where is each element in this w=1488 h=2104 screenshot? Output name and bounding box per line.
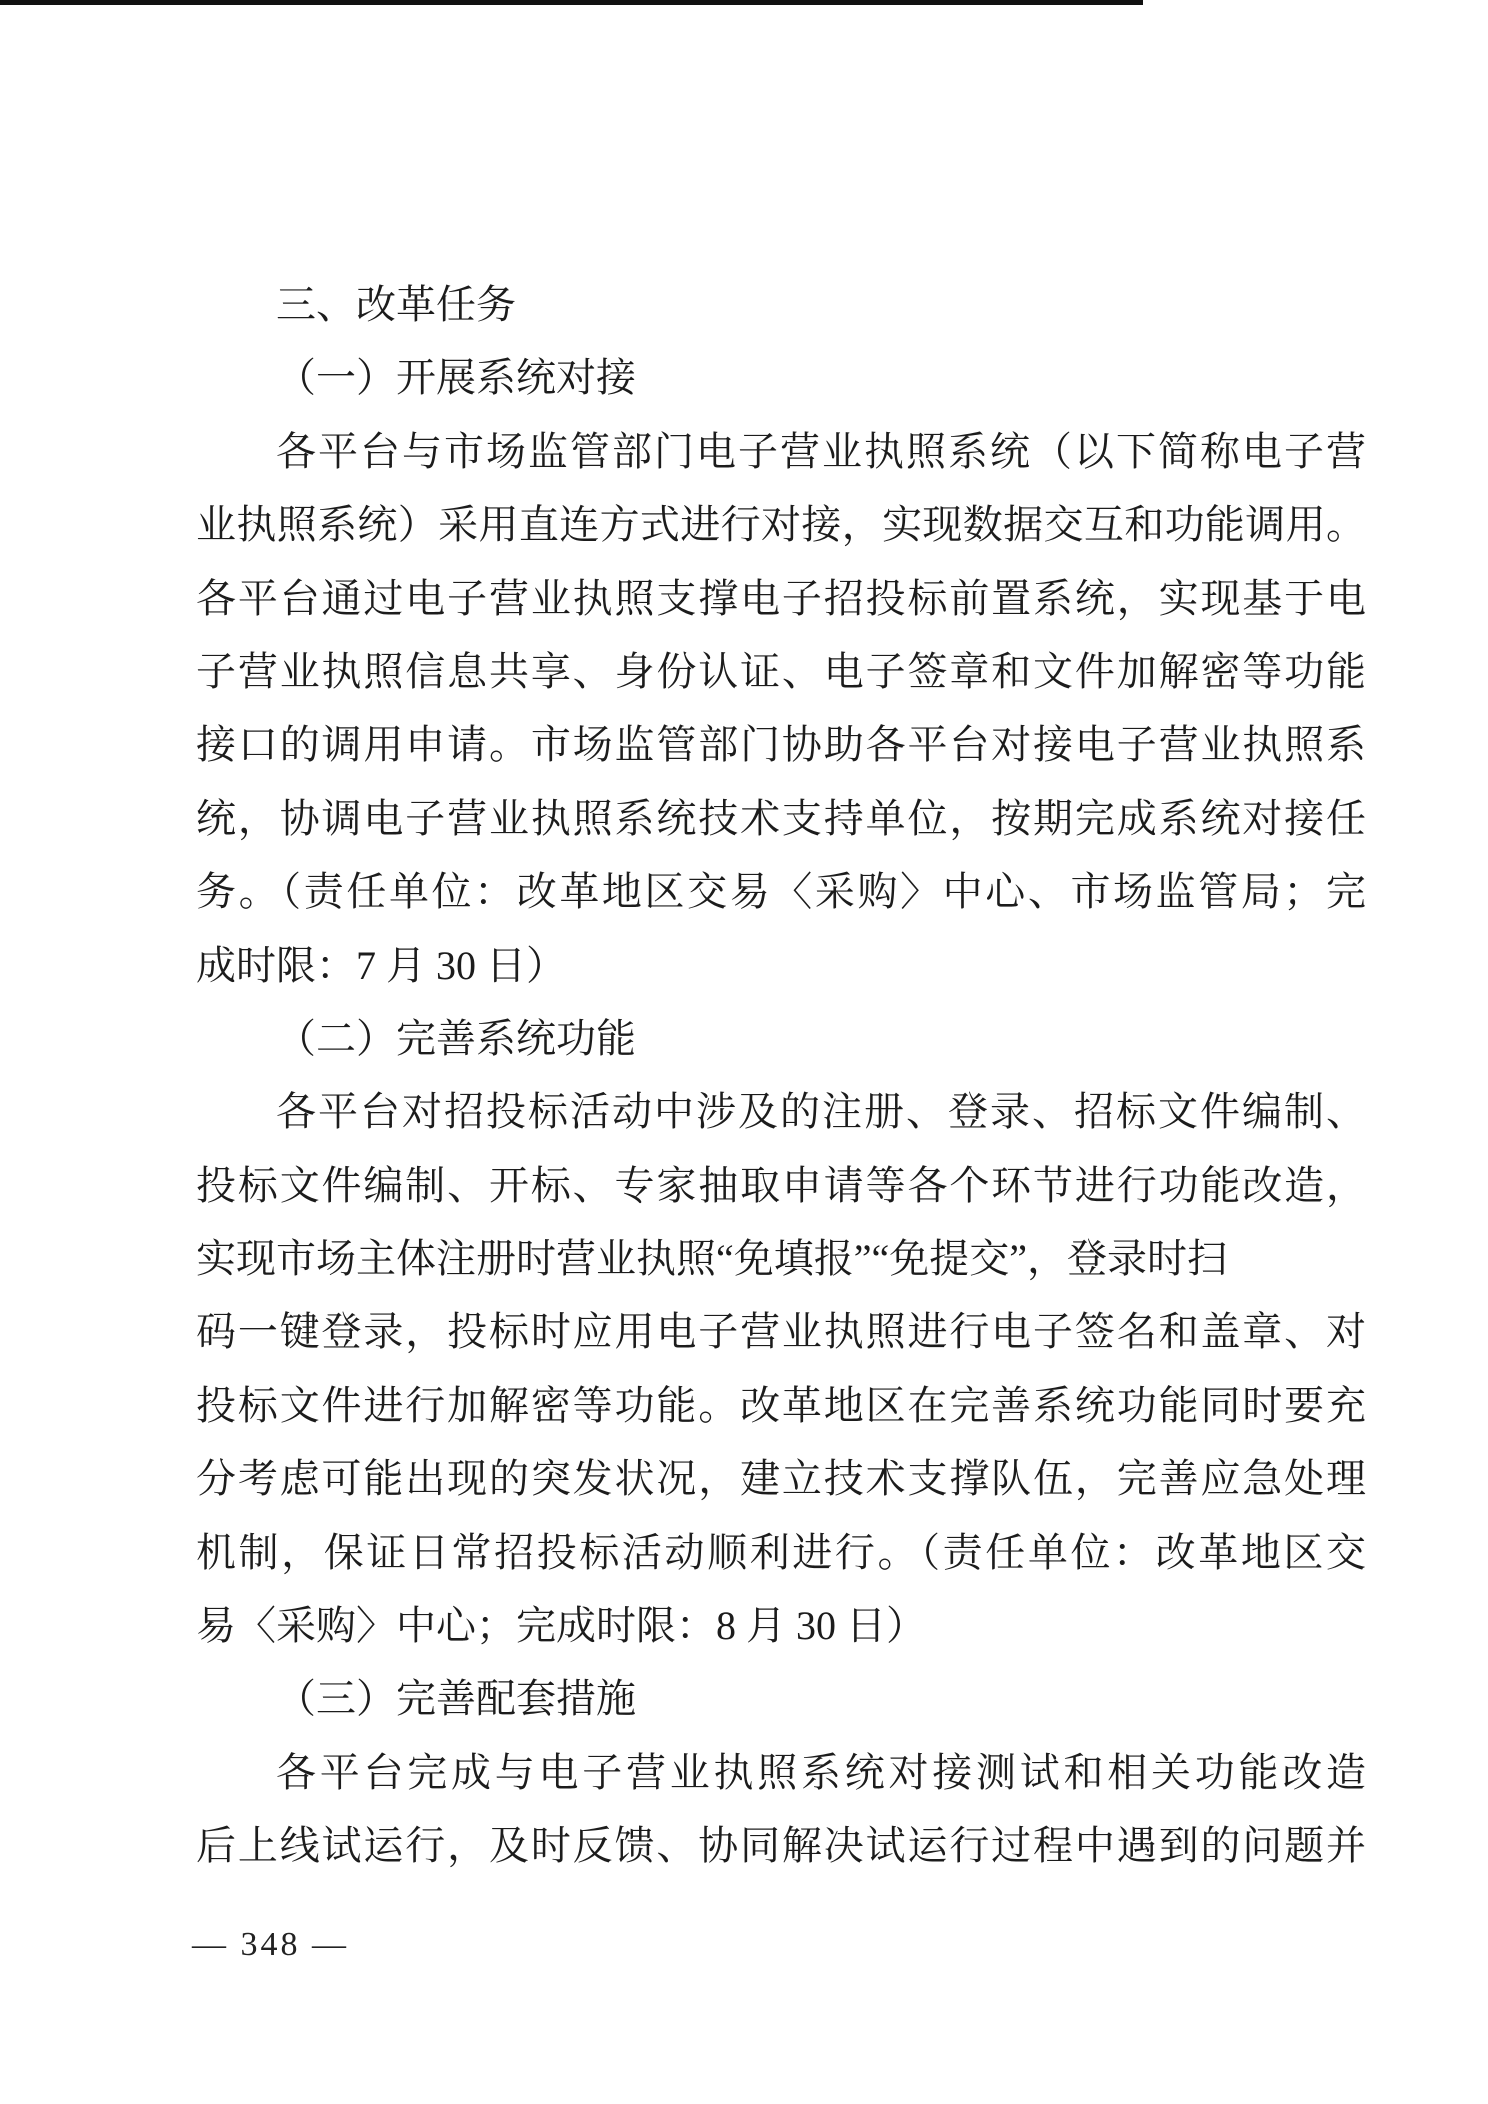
text-line: 投标文件进行加解密等功能。改革地区在完善系统功能同时要充 [196,1382,1366,1428]
text-line: 业执照系统）采用直连方式进行对接，实现数据交互和功能调用。 [196,502,1366,548]
text-line: 投标文件编制、开标、专家抽取申请等各个环节进行功能改造， [196,1162,1366,1208]
text-line: 实现市场主体注册时营业执照“免填报”“免提交”，登录时扫 [196,1236,1228,1282]
text-line: 接口的调用申请。市场监管部门协助各平台对接电子营业执照系 [196,722,1366,768]
text-line: 码一键登录，投标时应用电子营业执照进行电子签名和盖章、对 [196,1309,1366,1355]
text-line: 各平台通过电子营业执照支撑电子招投标前置系统，实现基于电 [196,575,1366,621]
text-line: 三、改革任务 [276,282,516,327]
text-line: 易〈采购〉中心；完成时限：8 月 30 日） [196,1603,926,1649]
text-line: （一）开展系统对接 [276,355,636,401]
text-line: 机制，保证日常招投标活动顺利进行。（责任单位：改革地区交 [196,1529,1366,1575]
text-line: （二）完善系统功能 [276,1015,636,1061]
document-text-block [196,268,1366,1883]
text-line: 各平台对招投标活动中涉及的注册、登录、招标文件编制、 [276,1089,1366,1135]
text-line: 统，协调电子营业执照系统技术支持单位，按期完成系统对接任 [196,795,1366,841]
text-line: 分考虑可能出现的突发状况，建立技术支撑队伍，完善应急处理 [196,1456,1366,1502]
page-number: — 348 — [192,1926,349,1963]
text-line: 后上线试运行，及时反馈、协同解决试运行过程中遇到的问题并 [196,1823,1366,1869]
text-line: 务。（责任单位：改革地区交易〈采购〉中心、市场监管局；完 [196,869,1366,915]
text-line: 成时限：7 月 30 日） [196,942,566,988]
text-line: 各平台与市场监管部门电子营业执照系统（以下简称电子营 [276,428,1366,474]
text-line: 子营业执照信息共享、身份认证、电子签章和文件加解密等功能 [196,648,1366,694]
text-line: （三）完善配套措施 [276,1676,636,1722]
scan-artifact-top-bar [0,0,1143,5]
text-line: 各平台完成与电子营业执照系统对接测试和相关功能改造 [276,1749,1366,1795]
